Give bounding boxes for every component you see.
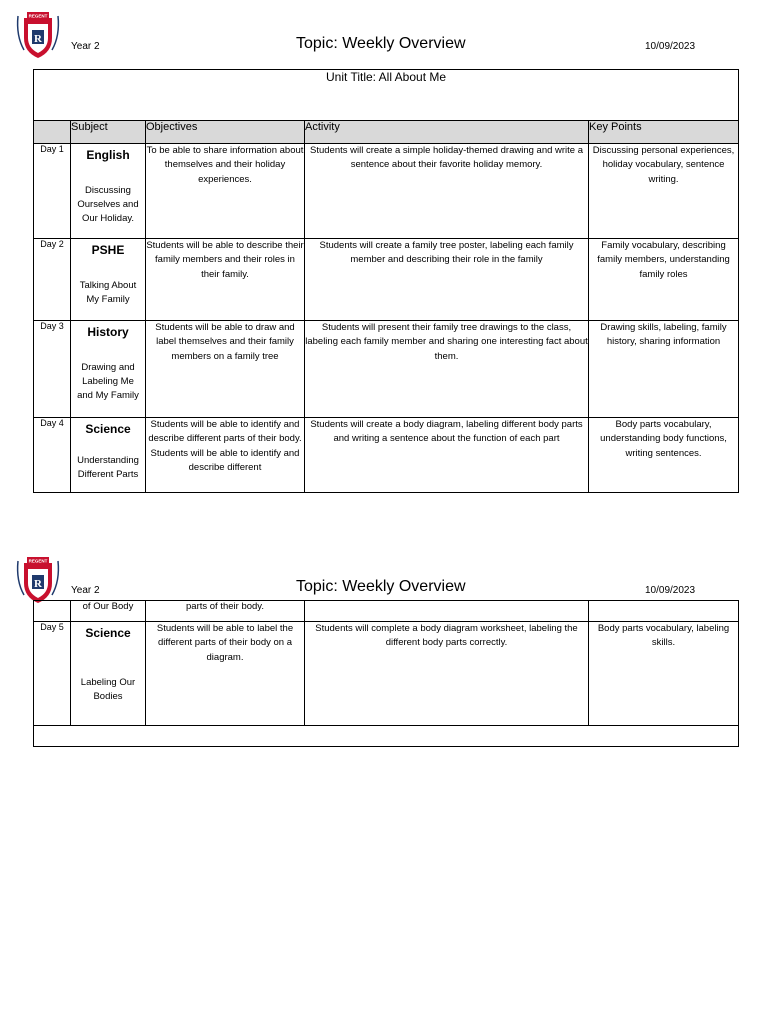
subject-description-line: Discussing bbox=[85, 185, 131, 196]
unit-title: Unit Title: All About Me bbox=[34, 70, 739, 121]
activity-cell: Students will create a family tree poster, labeling each family member and describing their role in the family bbox=[305, 239, 589, 321]
objectives-cell: Students will be able to label the different parts of their body on a diagram. bbox=[146, 622, 305, 726]
objectives-cell: To be able to share information about themselves and their holiday experiences. bbox=[146, 144, 305, 239]
subject-description-line: My Family bbox=[86, 294, 130, 305]
school-crest-logo bbox=[14, 553, 62, 605]
header-subject: Subject bbox=[71, 121, 146, 144]
date-label: 10/09/2023 bbox=[645, 41, 696, 52]
unit-title-row bbox=[34, 70, 739, 121]
objectives-cell: Students will be able to draw and label themselves and their family members on a family tree bbox=[146, 321, 305, 418]
activity-cell: Students will complete a body diagram worksheet, labeling the different body parts correctly. bbox=[305, 622, 589, 726]
table-row-day-3 bbox=[34, 321, 739, 418]
topic-title: Topic: Weekly Overview bbox=[296, 35, 466, 52]
key-points-cell: Body parts vocabulary, labeling skills. bbox=[589, 622, 739, 726]
overview-table bbox=[33, 69, 739, 493]
subject-description-line: Labeling Me bbox=[82, 376, 134, 387]
activity-cell: Students will create a body diagram, labeling different body parts and writing a sentence about the function of each part bbox=[305, 418, 589, 493]
subject-name: History bbox=[87, 325, 129, 339]
subject-description-line: Talking About bbox=[79, 280, 137, 291]
key-points-cell: Discussing personal experiences, holiday vocabulary, sentence writing. bbox=[589, 144, 739, 239]
subject-description-line: and My Family bbox=[77, 390, 139, 401]
subject-cell bbox=[71, 321, 146, 418]
day-label: Day 2 bbox=[34, 239, 71, 321]
header-objectives: Objectives bbox=[146, 121, 305, 144]
subject-description-line: Ourselves and bbox=[77, 199, 139, 210]
subject-name: Science bbox=[85, 422, 131, 436]
day-label: Day 3 bbox=[34, 321, 71, 418]
subject-description-line: Bodies bbox=[93, 691, 123, 702]
key-points-cell: Drawing skills, labeling, family history, sharing information bbox=[589, 321, 739, 418]
objectives-tail: parts of their body. bbox=[146, 601, 305, 622]
year-label: Year 2 bbox=[71, 41, 100, 52]
school-crest-logo bbox=[14, 8, 62, 60]
subject-name: PSHE bbox=[91, 243, 125, 257]
activity-cell-blank bbox=[305, 601, 589, 622]
activity-cell: Students will present their family tree drawings to the class, labeling each family member and sharing one interesting fact about them. bbox=[305, 321, 589, 418]
subject-name: English bbox=[86, 148, 130, 162]
svg-text:REGENT: REGENT bbox=[28, 558, 48, 564]
subject-description-line: Different Parts bbox=[77, 469, 139, 480]
subject-cell bbox=[71, 622, 146, 726]
key-points-cell: Body parts vocabulary, understanding body functions, writing sentences. bbox=[589, 418, 739, 493]
table-row-day-5 bbox=[34, 622, 739, 726]
day-label: Day 5 bbox=[34, 622, 71, 726]
svg-text:R: R bbox=[34, 33, 42, 45]
header-key-points: Key Points bbox=[589, 121, 739, 144]
objectives-cell: Students will be able to identify and describe different parts of their body. Students will be able to identify and describe different bbox=[146, 418, 305, 493]
objectives-cell: Students will be able to describe their family members and their roles in their family. bbox=[146, 239, 305, 321]
overview-table-continued bbox=[33, 600, 739, 747]
header-activity: Activity bbox=[305, 121, 589, 144]
subject-name: Science bbox=[85, 626, 131, 640]
subject-cell bbox=[71, 418, 146, 493]
table-row-day-4-continued bbox=[34, 601, 739, 622]
key-points-cell-blank bbox=[589, 601, 739, 622]
header-blank-cell bbox=[34, 121, 71, 144]
table-row-day-2 bbox=[34, 239, 739, 321]
svg-text:R: R bbox=[34, 578, 42, 590]
day-cell-blank bbox=[34, 601, 71, 622]
table-row-day-4 bbox=[34, 418, 739, 493]
subject-description-tail: of Our Body bbox=[71, 601, 146, 622]
subject-description-line: Labeling Our bbox=[80, 677, 136, 688]
subject-cell bbox=[71, 144, 146, 239]
topic-title: Topic: Weekly Overview bbox=[296, 578, 466, 595]
day-label: Day 1 bbox=[34, 144, 71, 239]
subject-cell bbox=[71, 239, 146, 321]
table-footer-row bbox=[34, 726, 739, 747]
activity-cell: Students will create a simple holiday-themed drawing and write a sentence about their favorite holiday memory. bbox=[305, 144, 589, 239]
subject-description-line: Understanding bbox=[77, 455, 139, 466]
year-label: Year 2 bbox=[71, 585, 100, 596]
table-row-day-1 bbox=[34, 144, 739, 239]
table-header-row bbox=[34, 121, 739, 144]
date-label: 10/09/2023 bbox=[645, 585, 696, 596]
subject-description-line: Our Holiday. bbox=[81, 213, 135, 224]
subject-description-line: Drawing and bbox=[81, 362, 135, 373]
footer-blank-cell bbox=[34, 726, 739, 747]
key-points-cell: Family vocabulary, describing family members, understanding family roles bbox=[589, 239, 739, 321]
svg-text:REGENT: REGENT bbox=[28, 13, 48, 19]
day-label: Day 4 bbox=[34, 418, 71, 493]
